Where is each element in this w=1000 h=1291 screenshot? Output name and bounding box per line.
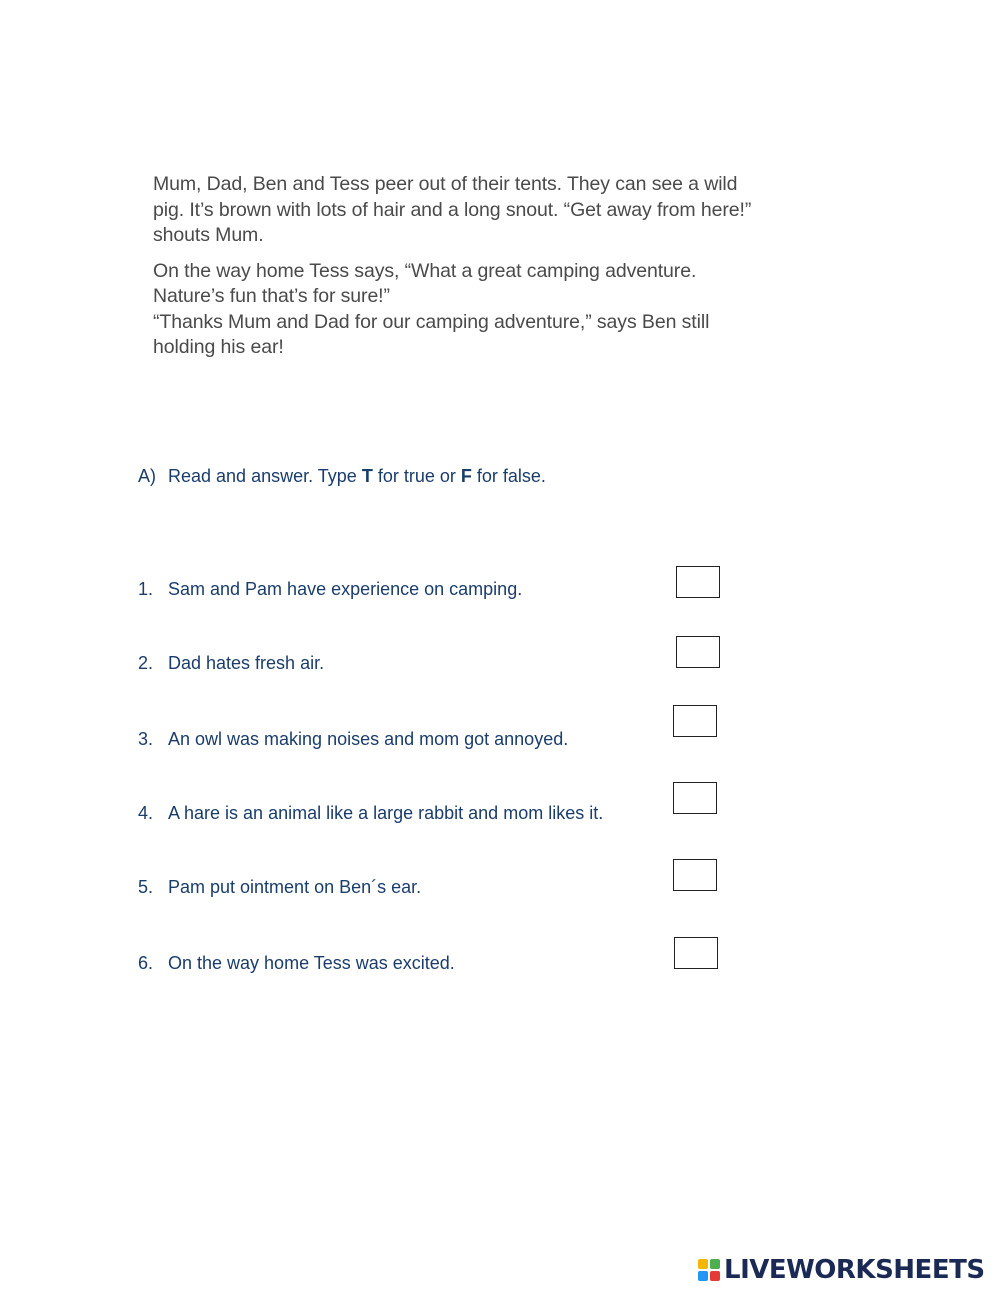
question-6 — [138, 953, 455, 974]
question-text: Pam put ointment on Ben´s ear. — [168, 877, 422, 897]
answer-box-2[interactable] — [676, 636, 720, 668]
story-line: On the way home Tess says, “What a great camping adventure. — [153, 259, 697, 282]
question-number: 3. — [138, 729, 154, 749]
story-line: shouts Mum. — [153, 224, 264, 246]
answer-box-5[interactable] — [673, 859, 717, 891]
answer-box-6[interactable] — [674, 937, 718, 969]
question-number: 4. — [138, 803, 154, 823]
instruction-text: for false. — [471, 466, 546, 486]
story-line: Mum, Dad, Ben and Tess peer out of their tents. They can see a wild — [153, 173, 738, 195]
question-1 — [138, 579, 522, 600]
answer-box-1[interactable] — [676, 566, 720, 598]
logo-mark-icon — [698, 1259, 720, 1281]
question-4 — [138, 803, 603, 824]
instruction — [138, 466, 546, 487]
question-text: Sam and Pam have experience on camping. — [168, 579, 523, 599]
instruction-text: Read and answer. Type — [168, 466, 362, 486]
question-2 — [138, 653, 324, 674]
story-line: holding his ear! — [153, 336, 284, 358]
question-text: A hare is an animal like a large rabbit and mom likes it. — [168, 803, 604, 823]
logo-text: LIVEWORKSHEETS — [724, 1255, 985, 1285]
question-number: 1. — [138, 579, 154, 599]
question-number: 5. — [138, 877, 154, 897]
story-line: “Thanks Mum and Dad for our camping adventure,” says Ben still — [153, 310, 710, 333]
liveworksheets-logo — [698, 1254, 985, 1286]
answer-box-3[interactable] — [673, 705, 717, 737]
story-paragraph-2 — [153, 259, 853, 361]
story-paragraph-1 — [153, 172, 853, 249]
instruction-bold-t: T — [361, 466, 373, 486]
question-text: On the way home Tess was excited. — [168, 953, 455, 973]
question-number: 6. — [138, 953, 154, 973]
instruction-text: for true or — [372, 466, 461, 486]
question-5 — [138, 877, 421, 898]
answer-box-4[interactable] — [673, 782, 717, 814]
story-line: pig. It’s brown with lots of hair and a long snout. “Get away from here!” — [153, 198, 752, 221]
story-excerpt — [153, 172, 853, 371]
question-3 — [138, 729, 568, 750]
story-line: Nature’s fun that’s for sure!” — [153, 285, 390, 307]
question-text: An owl was making noises and mom got annoyed. — [168, 729, 569, 749]
section-marker: A) — [138, 466, 156, 486]
instruction-bold-f: F — [460, 466, 472, 486]
question-text: Dad hates fresh air. — [168, 653, 325, 673]
question-number: 2. — [138, 653, 154, 673]
